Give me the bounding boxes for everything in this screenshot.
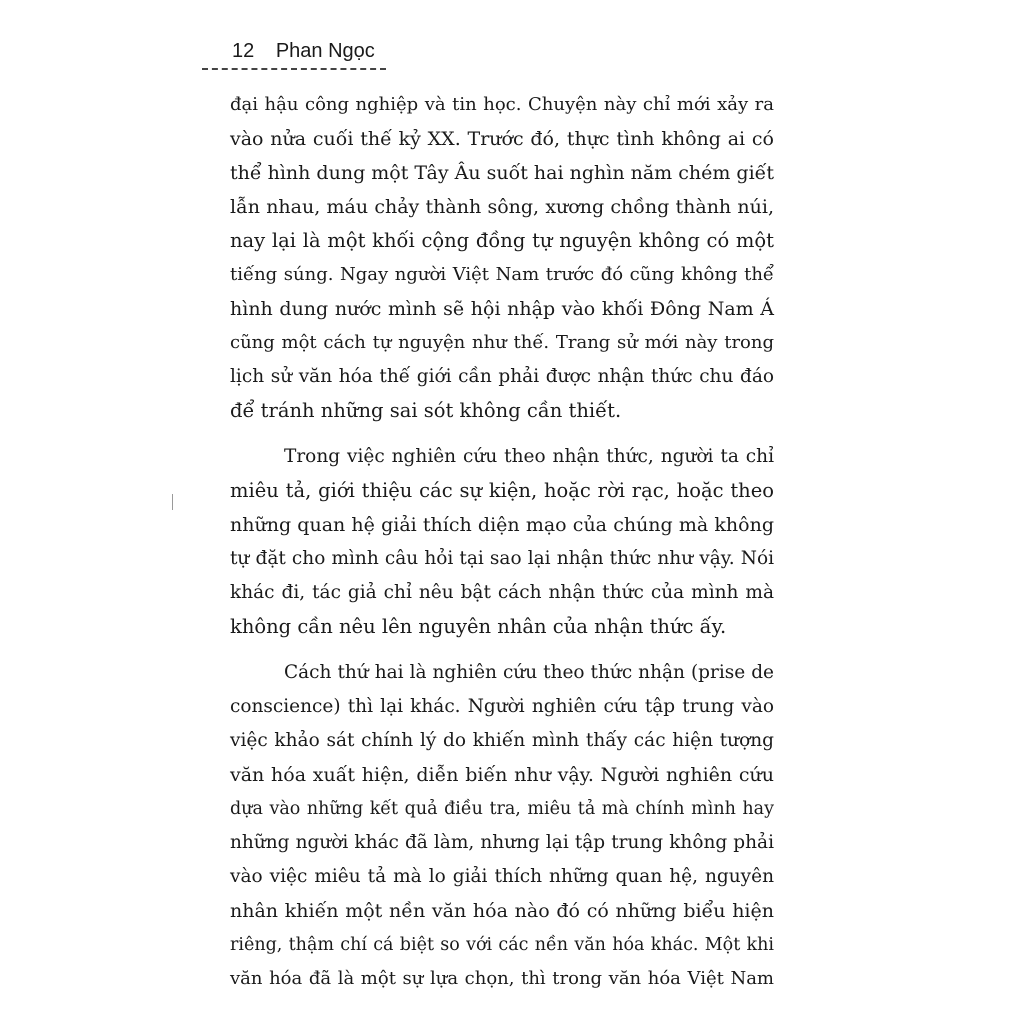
running-header-author: Phan Ngọc	[275, 40, 375, 62]
text-line: lịch sử văn hóa thế giới cần phải được nhận thức chu đáo	[230, 366, 774, 387]
text-line: việc khảo sát chính lý do khiến mình thấy các hiện tượng	[230, 730, 774, 751]
text-line: Trong việc nghiên cứu theo nhận thức, người ta chỉ	[284, 446, 774, 467]
text-line: conscience) thì lại khác. Người nghiên cứu tập trung vào	[230, 696, 774, 717]
text-line: khác đi, tác giả chỉ nêu bật cách nhận thức của mình mà	[230, 582, 774, 603]
text-line: miêu tả, giới thiệu các sự kiện, hoặc rời rạc, hoặc theo	[230, 479, 774, 502]
text-line: những quan hệ giải thích diện mạo của chúng mà không	[230, 514, 774, 536]
text-line: văn hóa xuất hiện, diễn biến như vậy. Người nghiên cứu	[230, 764, 774, 786]
text-line: đại hậu công nghiệp và tin học. Chuyện này chỉ mới xảy ra	[230, 94, 774, 115]
text-line: văn hóa đã là một sự lựa chọn, thì trong văn hóa Việt Nam	[230, 968, 774, 989]
text-line: thể hình dung một Tây Âu suốt hai nghìn năm chém giết	[230, 162, 774, 184]
margin-mark	[172, 494, 173, 510]
text-line: để tránh những sai sót không cần thiết.	[230, 399, 622, 422]
text-line: những người khác đã làm, nhưng lại tập trung không phải	[230, 832, 774, 853]
paragraph-1	[230, 88, 774, 428]
text-line: tiếng súng. Ngay người Việt Nam trước đó cũng không thể	[230, 264, 774, 285]
running-header	[232, 40, 375, 63]
paragraph-2	[230, 440, 774, 644]
text-line: cũng một cách tự nguyện như thế. Trang sử mới này trong	[230, 332, 774, 353]
text-line: riêng, thậm chí cá biệt so với các nền văn hóa khác. Một khi	[230, 935, 774, 955]
text-line: tự đặt cho mình câu hỏi tại sao lại nhận thức như vậy. Nói	[230, 548, 774, 569]
text-line: vào nửa cuối thế kỷ XX. Trước đó, thực tình không ai có	[230, 128, 774, 150]
text-line: dựa vào những kết quả điều tra, miêu tả mà chính mình hay	[230, 799, 774, 819]
text-line: nhân khiến một nền văn hóa nào đó có những biểu hiện	[230, 900, 774, 922]
text-line: vào việc miêu tả mà lo giải thích những quan hệ, nguyên	[230, 866, 774, 887]
text-line: Cách thứ hai là nghiên cứu theo thức nhận (prise de	[284, 662, 774, 683]
header-dashed-rule	[202, 68, 386, 70]
body-text	[230, 88, 774, 996]
text-line: lẫn nhau, máu chảy thành sông, xương chồng thành núi,	[230, 196, 774, 218]
paragraph-3	[230, 656, 774, 996]
text-line: không cần nêu lên nguyên nhân của nhận thức ấy.	[230, 615, 727, 638]
page-number: 12	[232, 40, 255, 62]
text-line: nay lại là một khối cộng đồng tự nguyện không có một	[230, 229, 774, 252]
text-line: hình dung nước mình sẽ hội nhập vào khối Đông Nam Á	[230, 298, 774, 320]
